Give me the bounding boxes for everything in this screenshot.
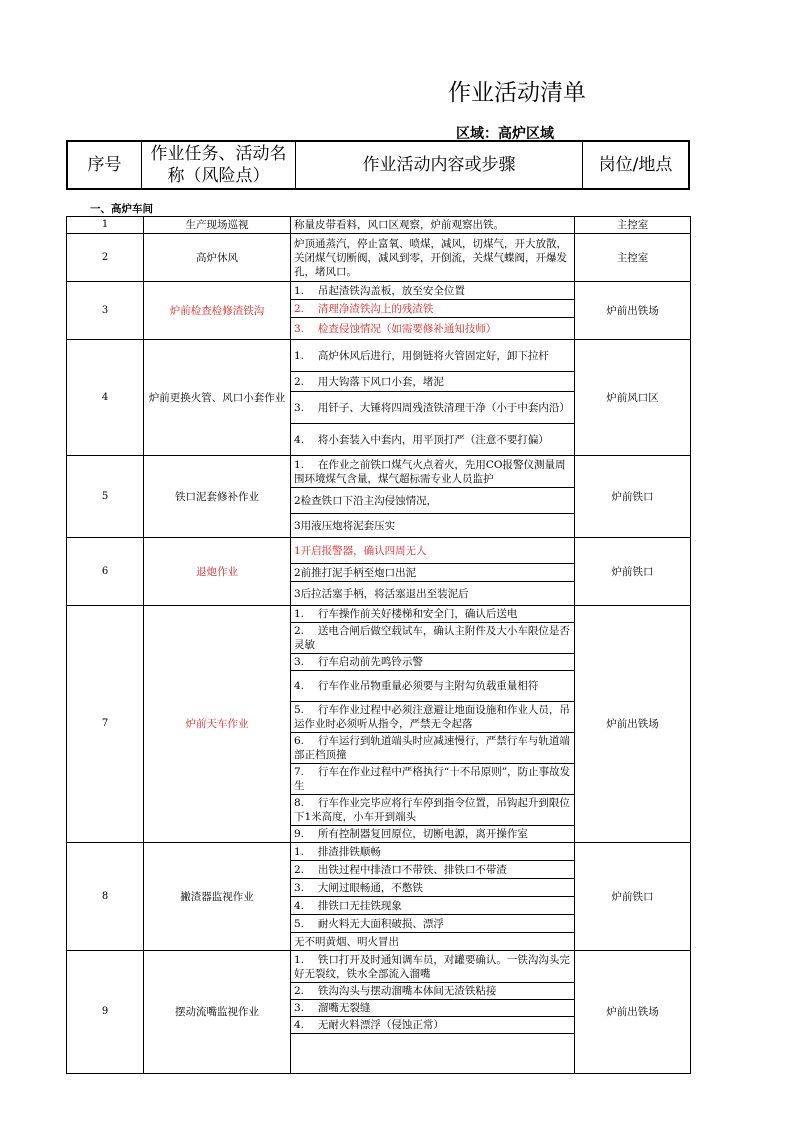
position-cell: 炉前铁口 [575,456,691,538]
table-row [67,282,691,300]
step-text: 8. 行车作业完毕应将行车停到指令位置，吊钩起升到限位下1米高度，小车开到端头 [291,795,575,826]
step-text: 7. 行车在作业过程中严格执行“十不吊原则”，防止事故发生 [291,764,575,795]
task-name: 摆动流嘴监视作业 [144,951,291,1074]
step-text: 1. 行车操作前关好楼梯和安全门，确认后送电 [291,606,575,623]
step-text: 3. 用钎子、大锤将四周残渣铁清理干净（小于中套内沿） [291,392,575,424]
step-text: 2检查铁口下沿主沟侵蚀情况， [291,488,575,514]
position-cell: 炉前铁口 [575,538,691,606]
table-row [67,538,691,564]
step-text: 2. 送电合闸后做空载试车，确认主附件及大小车限位是否灵敏 [291,623,575,654]
table-row [67,951,691,983]
document-title: 作业活动清单 [448,80,586,106]
step-text: 4. 将小套装入中套内，用平顶打严（注意不要打偏） [291,424,575,456]
step-text: 3用液压炮将泥套压实 [291,514,575,538]
step-text: 1. 铁口打开及时通知调车员，对罐要确认。一铁沟沟头完好无裂纹，铁水全部流入溜嘴 [291,951,575,983]
step-text: 3. 大闸过眼畅通，不憋铁 [291,879,575,897]
header-position: 岗位/地点 [598,155,673,175]
step-text: 2前推打泥手柄至炮口出泥 [291,564,575,582]
step-text: 1. 在作业之前铁口煤气火点着火，先用CO报警仪测量周围环境煤气含量，煤气超标需专业人员监护 [291,456,575,488]
task-name: 高炉休风 [144,234,291,282]
row-number: 8 [67,843,144,951]
step-text: 4. 行车作业吊物重量必须要与主附勾负载重量相符 [291,671,575,702]
row-number: 1 [67,217,144,234]
task-name: 生产现场巡视 [144,217,291,234]
row-number: 7 [67,606,144,843]
task-name: 炉前检查检修渣铁沟 [144,282,291,340]
step-text [291,1034,575,1074]
step-text: 2. 用大钩落下风口小套，堵泥 [291,372,575,392]
row-number: 4 [67,340,144,456]
position-cell: 炉前出铁场 [575,606,691,843]
row-number: 6 [67,538,144,606]
step-text: 1. 排渣排铁顺畅 [291,843,575,861]
step-text: 3. 行车启动前先鸣铃示警 [291,654,575,671]
step-text: 无不明黄烟、明火冒出 [291,933,575,951]
position-cell: 炉前铁口 [575,843,691,951]
step-text: 称量皮带看料，风口区观察，炉前观察出铁。 [291,217,575,234]
step-text: 5. 耐火料无大面积破损、漂浮 [291,915,575,933]
task-name: 退炮作业 [144,538,291,606]
step-text: 3. 检查侵蚀情况（如需要修补通知技师） [291,318,575,340]
step-text: 4. 无耐火料漂浮（侵蚀正常） [291,1017,575,1034]
header-seq: 序号 [68,142,142,188]
step-text: 3. 溜嘴无裂缝 [291,1000,575,1017]
position-cell: 主控室 [575,234,691,282]
step-text: 2. 清理净渣铁沟上的残渣铁 [291,300,575,318]
position-cell: 炉前出铁场 [575,951,691,1074]
row-number: 3 [67,282,144,340]
step-text: 3后拉活塞手柄，将活塞退出至装泥后 [291,582,575,606]
step-text: 炉顶通蒸汽，停止富氧、喷煤，减风，切煤气，开大放散，关闭煤气切断阀，减风到零，开倒流，关煤气蝶阀，开爆发孔，堵风口。 [291,234,575,282]
task-name: 撇渣器监视作业 [144,843,291,951]
table-row [67,234,691,282]
position-cell: 炉前风口区 [575,340,691,456]
step-text: 6. 行车运行到轨道端头时应减速慢行，严禁行车与轨道端部正档顶撞 [291,733,575,764]
table-row [67,340,691,372]
header-task: 作业任务、活动名称（风险点） [142,142,296,188]
row-number: 5 [67,456,144,538]
step-text: 2. 铁沟沟头与摆动溜嘴本体间无渣铁粘接 [291,983,575,1000]
header-content: 作业活动内容或步骤 [296,142,583,188]
step-text: 5. 行车作业过程中必须注意避让地面设施和作业人员，吊运作业时必须听从指令，严禁无令起落 [291,702,575,733]
section-title: 一、高炉车间 [90,203,153,215]
table-row [67,456,691,488]
step-text: 1. 高炉休风后进行，用倒链将火管固定好，卸下拉杆 [291,340,575,372]
step-text: 1. 吊起渣铁沟盖板，放至安全位置 [291,282,575,300]
step-text: 2. 出铁过程中排渣口不带铁、排铁口不带渣 [291,861,575,879]
step-text: 9. 所有控制器复回原位，切断电源，离开操作室 [291,826,575,843]
row-number: 9 [67,951,144,1074]
row-number: 2 [67,234,144,282]
table-row [67,606,691,623]
position-cell: 炉前出铁场 [575,282,691,340]
activity-table [66,216,691,1074]
task-name: 炉前天车作业 [144,606,291,843]
table-row [67,843,691,861]
step-text: 4. 排铁口无挂铁现象 [291,897,575,915]
region-label: 区域：高炉区域 [456,126,554,142]
position-cell: 主控室 [575,217,691,234]
table-row [67,217,691,234]
activity-table-body [67,217,691,1074]
task-name: 铁口泥套修补作业 [144,456,291,538]
table-header [66,140,690,190]
task-name: 炉前更换火管、风口小套作业 [144,340,291,456]
step-text: 1开启报警器，确认四周无人 [291,538,575,564]
